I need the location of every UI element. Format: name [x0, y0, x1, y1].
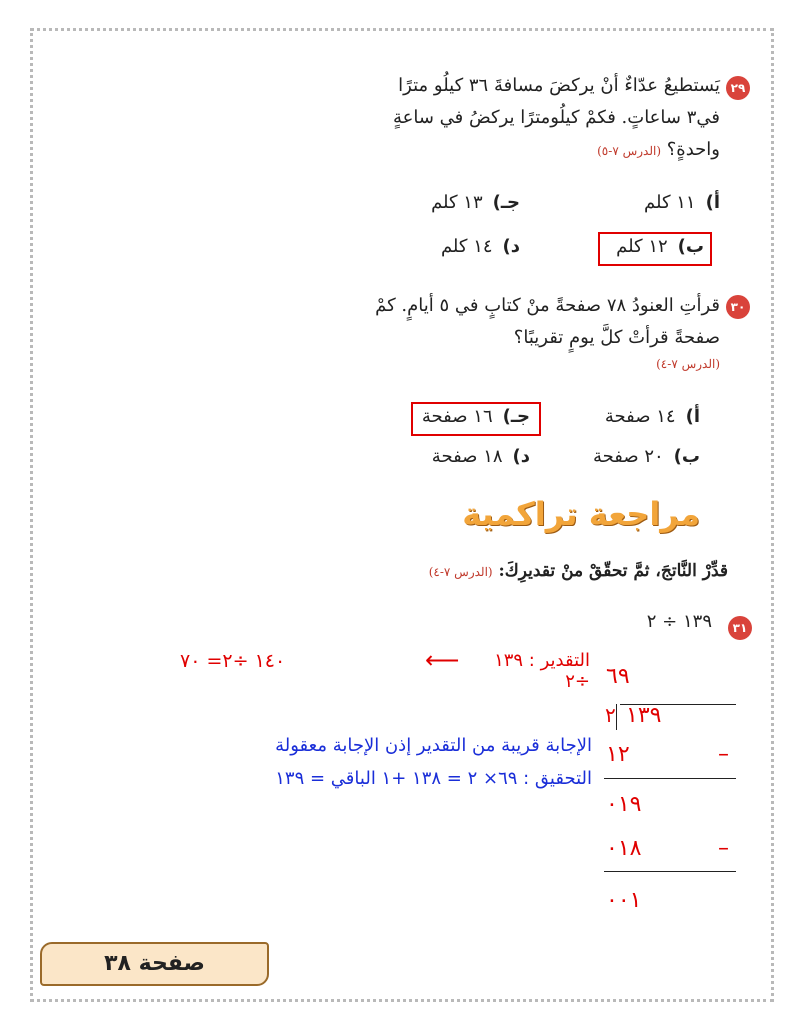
choice-c-selected[interactable] [422, 406, 530, 427]
subtract-line [604, 871, 736, 872]
choice-text: ١٨ صفحة [431, 446, 503, 467]
choice-text: ١١ كلم [644, 192, 696, 213]
choice-d[interactable] [441, 236, 520, 257]
reasonable-statement: الإجابة قريبة من التقدير إذن الإجابة معقولة [275, 735, 592, 756]
choice-text: ١٣ كلم [431, 192, 483, 213]
question-line: قرأتِ العنودُ ٧٨ صفحةً منْ كتابٍ في ٥ أيامٍ. كمْ [375, 295, 720, 316]
lesson-ref: (الدرس ٧-٥) [597, 144, 661, 158]
choice-a[interactable] [644, 192, 720, 213]
step1-subtract: ١٢ [606, 742, 630, 767]
step2-remainder: ٠٠١ [606, 888, 642, 913]
choice-letter: جـ) [502, 406, 530, 427]
section-instruction [128, 555, 728, 588]
minus-sign: – [718, 742, 729, 767]
choice-letter: ب) [673, 446, 700, 467]
choice-letter: أ) [705, 192, 720, 213]
instruction-text: قدِّرْ النَّاتجَ، ثمَّ تحقّقْ منْ تقديرِكَ: [498, 561, 728, 581]
section-title: مراجعة تراكمية [462, 495, 700, 533]
choice-text: ٢٠ صفحة [592, 446, 664, 467]
division-bracket [616, 704, 617, 730]
step1-remainder: ٠١٩ [606, 792, 642, 817]
question-line-text: واحدةٍ؟ [666, 139, 720, 160]
subtract-line [604, 778, 736, 779]
estimate-label: التقدير : ١٣٩ ÷٢ [494, 650, 590, 692]
choice-text: ١٤ صفحة [604, 406, 676, 427]
page-number-label: صفحة ٣٨ [40, 942, 269, 986]
choice-c[interactable] [431, 192, 520, 213]
arrow-left-icon: ⟵ [425, 646, 460, 674]
choice-d[interactable] [432, 446, 530, 467]
question-30-text [200, 290, 720, 374]
lesson-ref: (الدرس ٧-٤) [428, 565, 493, 579]
choice-a[interactable] [605, 406, 700, 427]
choice-text: ١٤ كلم [440, 236, 493, 257]
choice-letter: جـ) [492, 192, 520, 213]
choice-letter: أ) [685, 406, 700, 427]
step2-subtract: ٠١٨ [606, 836, 642, 861]
question-line: في٣ ساعاتٍ. فكمْ كيلُومترًا يركضُ في ساعةٍ [393, 107, 720, 128]
estimate-result: ١٤٠ ÷٢= ٧٠ [180, 650, 286, 672]
choice-text: ١٦ صفحة [421, 406, 493, 427]
question-line [200, 134, 720, 167]
question-number-badge: ٣٠ [726, 295, 750, 319]
choice-letter: د) [502, 236, 520, 257]
question-number-badge: ٣١ [728, 616, 752, 640]
choice-b[interactable] [593, 446, 700, 467]
divisor: ٢ [605, 703, 616, 727]
dividend: ١٣٩ [626, 703, 662, 728]
minus-sign: – [718, 836, 729, 861]
lesson-ref: (الدرس ٧-٤) [656, 357, 720, 371]
choice-letter: ب) [677, 236, 704, 257]
check-statement: التحقيق : ٦٩× ٢ = ١٣٨ +١ الباقي = ١٣٩ [275, 768, 592, 789]
question-31-expression: ١٣٩ ÷ ٢ [646, 611, 712, 632]
question-line: يَستطيعُ عدّاءٌ أنْ يركضَ مسافةَ ٣٦ كيلُو مترًا [398, 75, 720, 96]
question-29-text [200, 70, 720, 167]
question-line: صفحةً قرأتْ كلَّ يومٍ تقريبًا؟ [513, 327, 720, 348]
choice-text: ١٢ كلم [616, 236, 668, 257]
choice-letter: د) [512, 446, 530, 467]
quotient: ٦٩ [606, 664, 630, 689]
choice-b-selected[interactable] [616, 236, 704, 257]
question-number-badge: ٢٩ [726, 76, 750, 100]
